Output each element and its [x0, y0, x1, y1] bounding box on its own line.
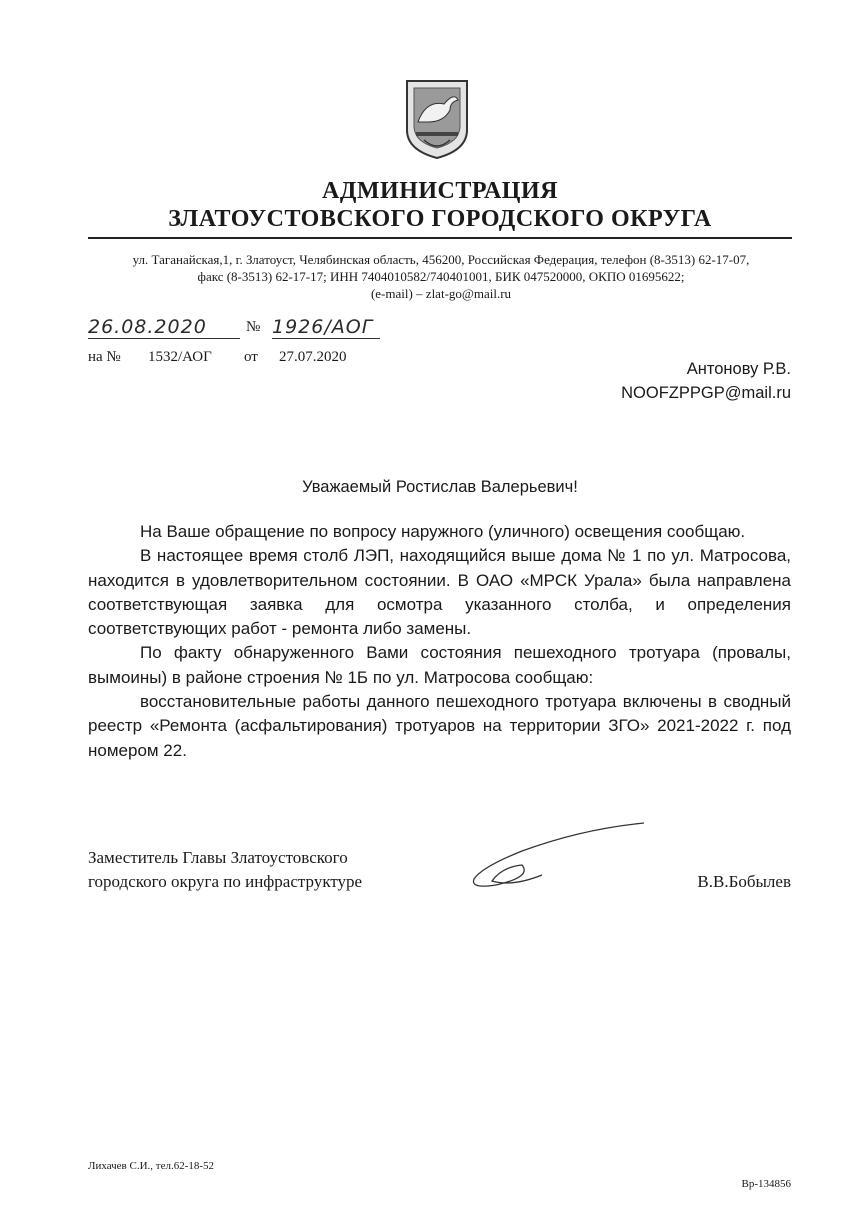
letter-body [88, 520, 791, 763]
outgoing-date: 26.08.2020 [88, 316, 240, 339]
signatory-position-line2: городского округа по инфраструктуре [88, 872, 363, 891]
outgoing-number: 1926/АОГ [272, 316, 380, 339]
signatory-name: В.В.Бобылев [697, 872, 791, 891]
handwritten-signature [462, 815, 652, 895]
recipient-email: NOOFZPPGP@mail.ru [621, 384, 791, 402]
executor-info: Лихачев С.И., тел.62-18-52 [88, 1160, 215, 1172]
contacts-line1: ул. Таганайская,1, г. Златоуст, Челябинская область, 456200, Российская Федерация, телефон (8-3513) 62-17-07, [132, 252, 750, 267]
body-paragraph: восстановительные работы данного пешеходного тротуара включены в сводный реестр «Ремонта (асфальтирования) тротуаров на территории ЗГО» 2021-2022 г. под номером 22. [88, 692, 791, 760]
reply-label: на № [88, 349, 121, 365]
header-divider [88, 237, 792, 239]
body-paragraph: По факту обнаруженного Вами состояния пешеходного тротуара (провалы, вымоины) в районе строения № 1Б по ул. Матросова сообщаю: [88, 643, 791, 687]
city-coat-of-arms-icon [404, 78, 470, 160]
salutation: Уважаемый Ростислав Валерьевич! [302, 478, 578, 496]
recipient-name: Антонову Р.В. [686, 360, 791, 378]
registration-code: Вр-134856 [741, 1178, 791, 1190]
organization-title-line1: АДМИНИСТРАЦИЯ [322, 178, 558, 204]
outgoing-number-label: № [246, 319, 261, 335]
reply-number: 1532/АОГ [148, 349, 212, 365]
contacts-line2: факс (8-3513) 62-17-17; ИНН 7404010582/740401001, БИК 047520000, ОКПО 01695622; [197, 269, 685, 284]
reply-from-label: от [244, 349, 258, 365]
body-paragraph: На Ваше обращение по вопросу наружного (уличного) освещения сообщаю. [140, 522, 746, 541]
reply-date: 27.07.2020 [279, 349, 347, 365]
body-paragraph: В настоящее время столб ЛЭП, находящийся выше дома № 1 по ул. Матросова, находится в удовлетворительном состоянии. В ОАО «МРСК Урала» была направлена соответствующая заявка для осмотра указанного столба, и определения соответствующих работ - ремонта либо замены. [88, 546, 791, 639]
organization-title-line2: ЗЛАТОУСТОВСКОГО ГОРОДСКОГО ОКРУГА [168, 206, 712, 232]
contacts-line3: (e-mail) – zlat-go@mail.ru [370, 286, 512, 301]
signatory-position-line1: Заместитель Главы Златоустовского [88, 848, 348, 867]
